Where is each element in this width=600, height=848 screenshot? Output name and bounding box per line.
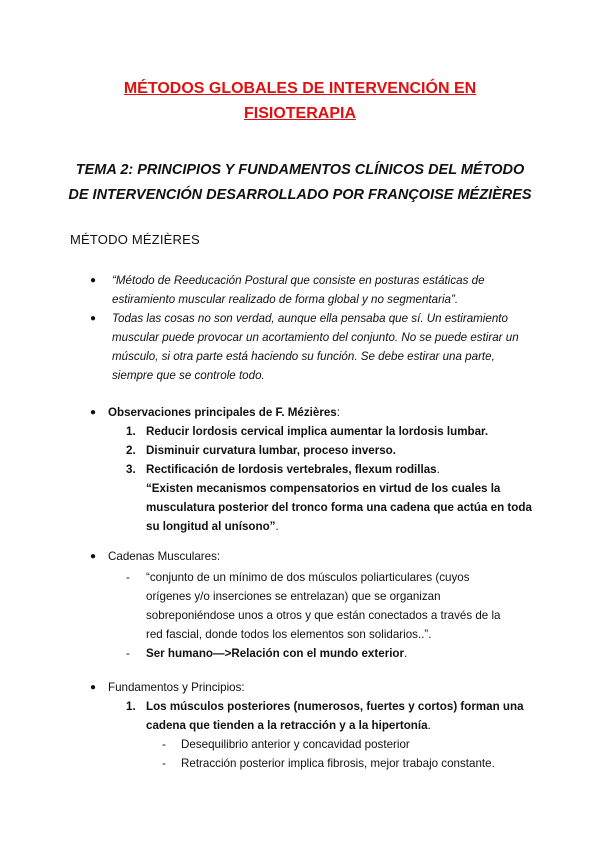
dash-icon: - [162, 738, 166, 751]
quote-line: “Existen mecanismos compensatorios en virtud de los cuales la [146, 482, 501, 495]
observaciones-heading [108, 403, 340, 422]
quote-line-text: su longitud al unísono” [146, 520, 276, 533]
observaciones-heading-suffix: : [336, 406, 340, 419]
list-item-line: estiramiento muscular realizado de forma global y no segmentaria”. [112, 293, 459, 306]
list-item-line: Todas las cosas no son verdad, aunque ella pensaba que sí. Un estiramiento [112, 312, 508, 325]
observacion-item: Reducir lordosis cervical implica aumentar la lordosis lumbar. [146, 425, 489, 438]
bullet-dot-icon: ● [90, 682, 97, 693]
fundamento-line: Los músculos posteriores (numerosos, fuertes y cortos) forman una [146, 700, 524, 713]
bullet-dot-icon: ● [90, 551, 97, 562]
bullet-dot-icon: ● [90, 407, 97, 418]
dash-icon: - [162, 757, 166, 770]
quote-line-last [146, 517, 279, 536]
fundamento-line-text: cadena que tienden a la retracción y a la hipertonía [146, 719, 428, 732]
title-line-1: MÉTODOS GLOBALES DE INTERVENCIÓN EN [123, 80, 477, 97]
title-line-2: FISIOTERAPIA [243, 105, 356, 122]
dash-icon: - [126, 647, 130, 660]
observacion-item-suffix: . [436, 463, 440, 476]
item-number: 3. [126, 463, 136, 476]
observacion-item-text: Rectificación de lordosis vertebrales, flexum rodillas [146, 463, 437, 476]
item-number: 1. [126, 700, 136, 713]
list-item-line: muscular puede provocar un acortamiento del conjunto. No se puede estirar un [112, 331, 519, 344]
cadena-line: sobreponiéndose unos a otros y que están conectados a través de la [146, 609, 501, 622]
sub-item: Desequilibrio anterior y concavidad posterior [181, 738, 410, 751]
subtitle-line-1: TEMA 2: PRINCIPIOS Y FUNDAMENTOS CLÍNICOS DEL MÉTODO [75, 162, 525, 178]
document-title [60, 76, 540, 126]
observacion-item [146, 460, 440, 479]
item-number: 1. [126, 425, 136, 438]
cadena-line: red fascial, donde todos los elementos son solidarios..”. [146, 628, 432, 641]
cadena-line: orígenes y/o inserciones se entrelazan) que se organizan [146, 590, 441, 603]
list-item-line: siempre que se controle todo. [112, 369, 265, 382]
cadena-dash2-text: Ser humano—>Relación con el mundo exterior [146, 647, 405, 660]
cadena-dash2 [146, 644, 407, 663]
cadena-line: “conjunto de un mínimo de dos músculos poliarticulares (cuyos [146, 571, 470, 584]
item-number: 2. [126, 444, 136, 457]
list-item-line: “Método de Reeducación Postural que consiste en posturas estáticas de [112, 274, 485, 287]
document-subtitle [60, 158, 540, 208]
subtitle-line-2: DE INTERVENCIÓN DESARROLLADO POR FRANÇOISE MÉZIÈRES [68, 187, 532, 203]
cadenas-heading: Cadenas Musculares: [108, 550, 221, 563]
observaciones-heading-text: Observaciones principales de F. Mézières [108, 406, 337, 419]
fundamento-line-last [146, 716, 431, 735]
bullet-dot-icon: ● [90, 275, 97, 286]
bullet-dot-icon: ● [90, 313, 97, 324]
fundamentos-heading: Fundamentos y Principios: [108, 681, 245, 694]
section-heading: MÉTODO MÉZIÈRES [70, 232, 200, 247]
quote-line: musculatura posterior del tronco forma una cadena que actúa en toda [146, 501, 532, 514]
cadena-dash2-suffix: . [404, 647, 408, 660]
list-item-line: músculo, si otra parte está haciendo su función. Se debe estirar una parte, [112, 350, 495, 363]
fundamento-suffix: . [427, 719, 431, 732]
dash-icon: - [126, 571, 130, 584]
sub-item: Retracción posterior implica fibrosis, mejor trabajo constante. [181, 757, 495, 770]
quote-suffix: . [275, 520, 279, 533]
observacion-item: Disminuir curvatura lumbar, proceso inverso. [146, 444, 396, 457]
